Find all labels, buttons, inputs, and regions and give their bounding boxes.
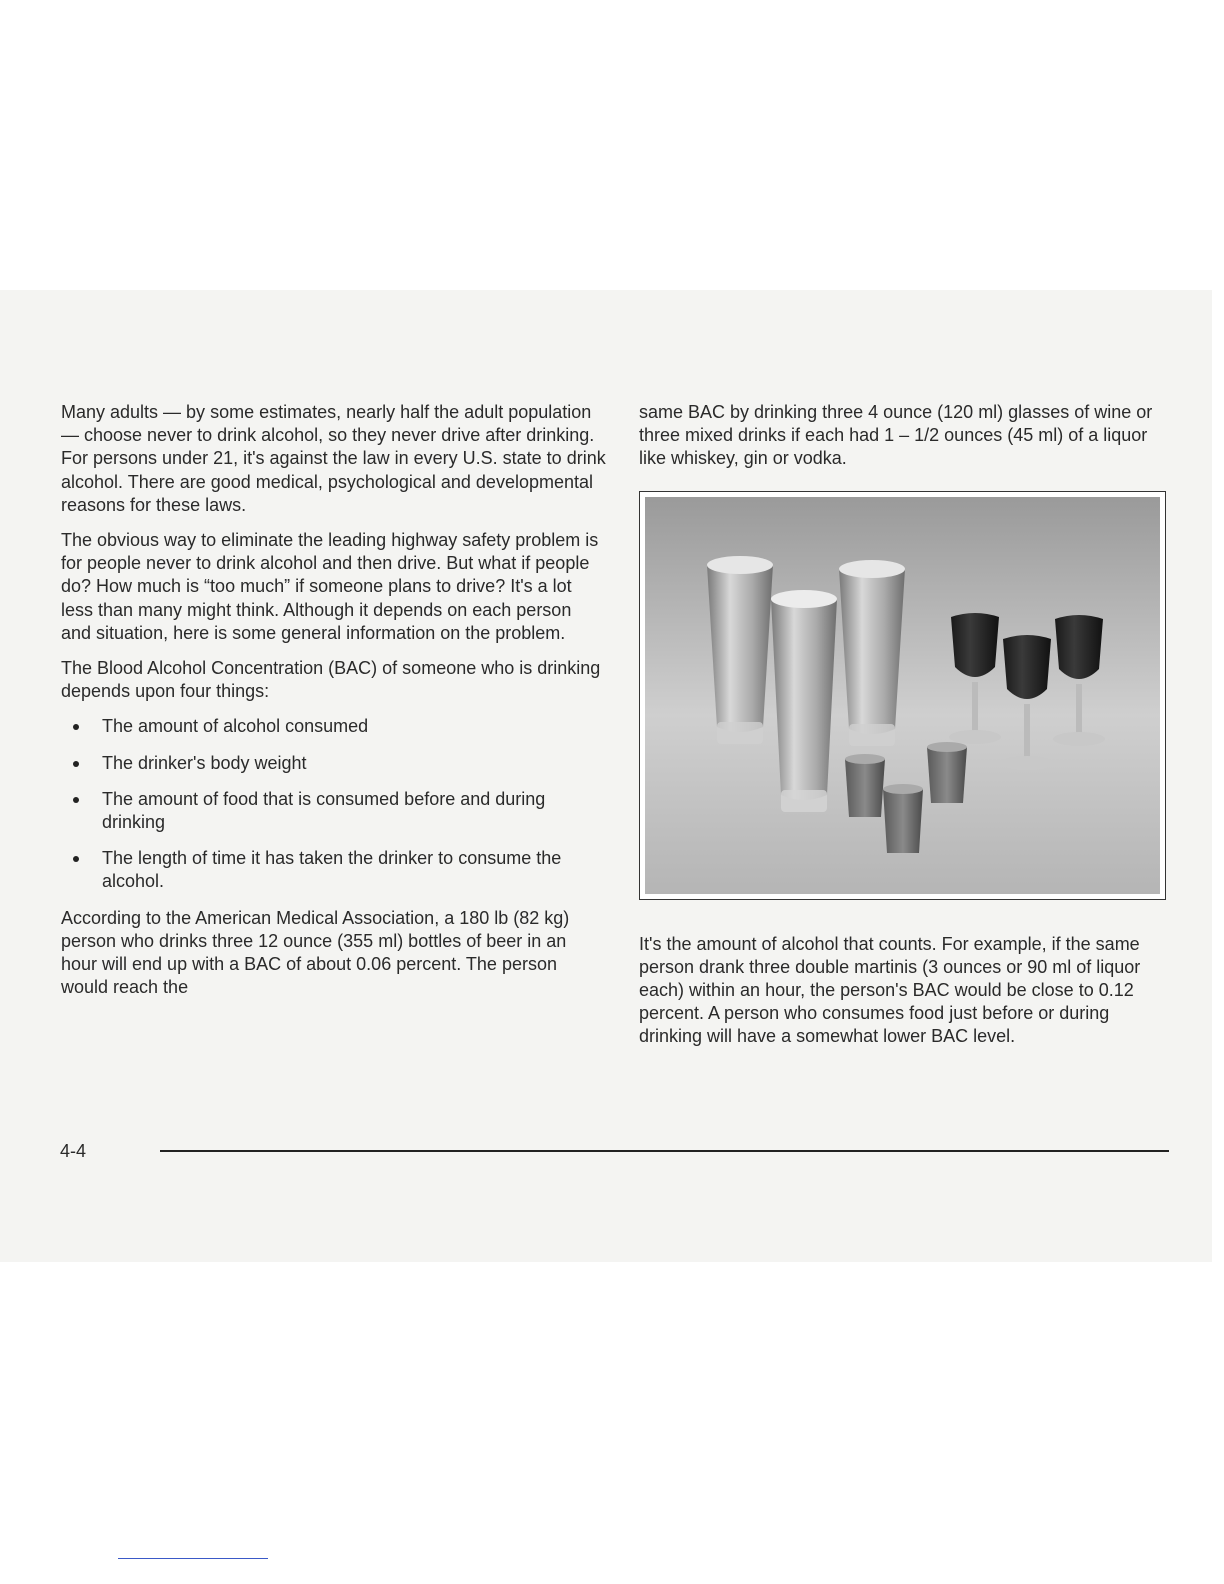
list-item: The amount of food that is consumed before and during drinking	[61, 788, 606, 834]
drinks-photo	[645, 497, 1160, 894]
list-item: The amount of alcohol consumed	[61, 715, 606, 738]
bullet-icon	[73, 761, 79, 767]
amount-counts-paragraph: It's the amount of alcohol that counts. For example, if the same person drank three double martinis (3 ounces or 90 ml of liquor each) within an hour, the person's BAC would be close to 0.12 percent. A person who consumes food just before or during drinking will have a somewhat lower BAC level.	[639, 933, 1141, 1047]
ama-paragraph: According to the American Medical Association, a 180 lb (82 kg) person who drinks three 12 ounce (355 ml) bottles of beer in an hour will end up with a BAC of about 0.06 percent. The person would reach the	[61, 907, 570, 998]
bullet-icon	[73, 856, 79, 862]
list-item: The length of time it has taken the drinker to consume the alcohol.	[61, 847, 606, 893]
bac-factors-paragraph: The Blood Alcohol Concentration (BAC) of someone who is drinking depends upon four things:	[61, 658, 601, 702]
bac-factors-list	[61, 715, 606, 893]
bullet-icon	[73, 797, 79, 803]
bac-continuation-paragraph: same BAC by drinking three 4 ounce (120 ml) glasses of wine or three mixed drinks if each had 1 – 1/2 ounces (45 ml) of a liquor like whiskey, gin or vodka.	[639, 402, 1153, 469]
right-column	[639, 401, 1174, 1061]
left-column	[61, 401, 606, 1011]
intro-paragraph: Many adults — by some estimates, nearly half the adult population — choose never to drink alcohol, so they never drive after drinking. For persons under 21, it's against the law in every U.S. state to drink alcohol. There are good medical, psychological and developmental reasons for these laws.	[61, 402, 606, 515]
footer-rule	[160, 1150, 1169, 1152]
drinks-photo-frame	[639, 491, 1166, 900]
highway-safety-paragraph: The obvious way to eliminate the leading highway safety problem is for people never to drink alcohol and then drive. But what if people do? How much is “too much” if someone plans to drive? It's a lot less than many might think. Although it depends on each person and situation, here is some general information on the problem.	[61, 530, 599, 643]
bottom-link-rule	[118, 1558, 268, 1559]
page-number: 4-4	[60, 1141, 87, 1161]
list-item: The drinker's body weight	[61, 752, 606, 775]
bullet-icon	[73, 724, 79, 730]
